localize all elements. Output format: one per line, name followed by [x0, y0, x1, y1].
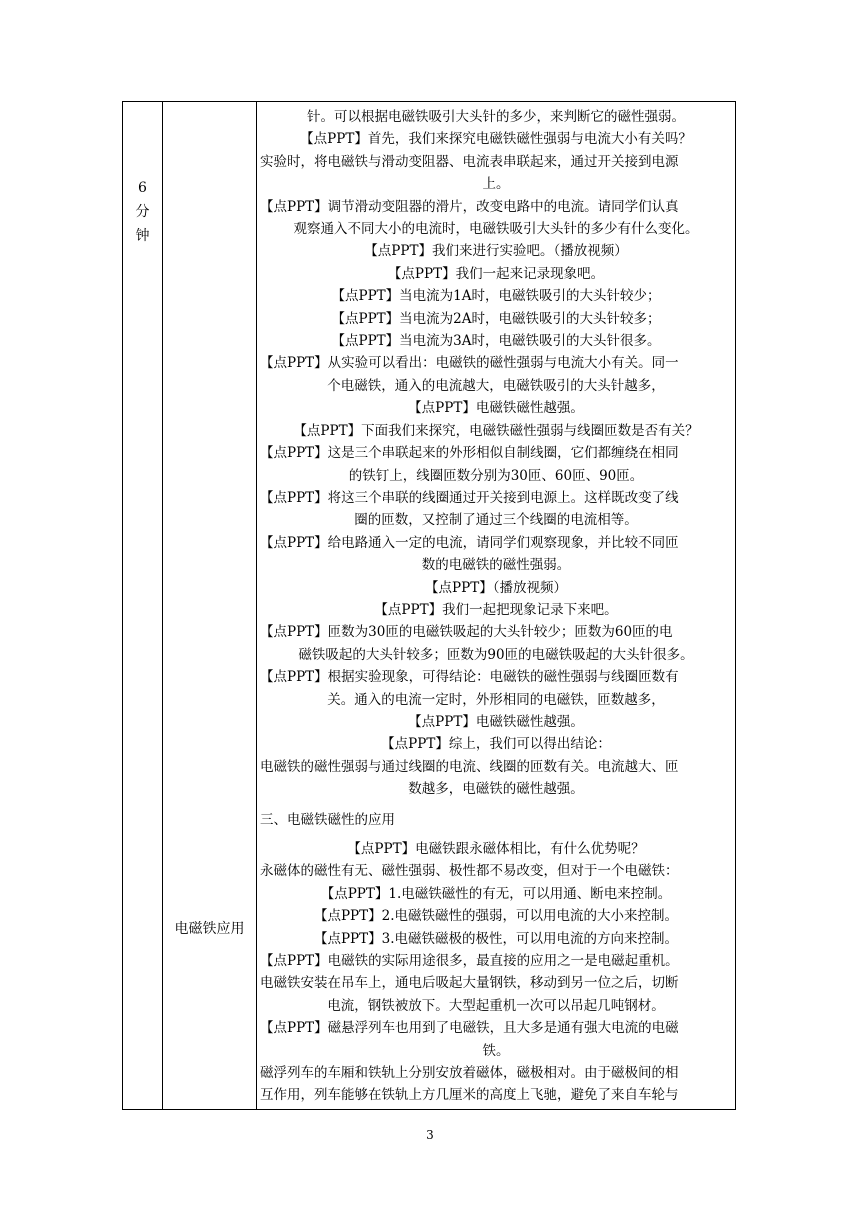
content-line: 【点PPT】给电路通入一定的电流，请同学们观察现象，并比较不同匝 [260, 534, 679, 551]
content-line: 数的电磁铁的磁性强弱。 [421, 557, 571, 574]
content-line: 【点PPT】3.电磁铁磁极的极性，可以用电流的方向来控制。 [313, 930, 679, 947]
lesson-plan-table [122, 101, 736, 1110]
content-line: 永磁体的磁性有无、磁性强弱、极性都不易改变，但对于一个电磁铁： [260, 863, 679, 880]
content-line: 上。 [482, 176, 510, 193]
content-line: 【点PPT】2.电磁铁磁性的强弱，可以用电流的大小来控制。 [313, 908, 679, 925]
content-column [257, 102, 735, 1109]
content-line: 【点PPT】从实验可以看出：电磁铁的磁性强弱与电流大小有关。同一 [260, 355, 679, 372]
time-char: 分 [135, 204, 150, 220]
content-line: 【点PPT】1.电磁铁磁性的有无，可以用通、断电来控制。 [320, 885, 672, 902]
content-line: 【点PPT】电磁铁磁性越强。 [408, 400, 584, 417]
section-label: 电磁铁应用 [174, 921, 245, 937]
content-line: 【点PPT】（播放视频） [425, 579, 567, 596]
content-line: 【点PPT】磁悬浮列车也用到了电磁铁，且大多是通有强大电流的电磁 [260, 1020, 679, 1037]
content-line: 【点PPT】电磁铁的实际用途很多，最直接的应用之一是电磁起重机。 [260, 953, 679, 970]
content-line: 【点PPT】下面我们来探究，电磁铁磁性强弱与线圈匝数是否有关？ [293, 422, 699, 439]
content-line: 【点PPT】这是三个串联起来的外形相似自制线圈，它们都缠绕在相同 [260, 445, 679, 462]
time-cell [123, 176, 162, 248]
page-number: 3 [426, 1128, 434, 1142]
time-char: 钟 [135, 228, 150, 244]
content-line: 【点PPT】电磁铁跟永磁体相比，有什么优势呢？ [347, 841, 645, 857]
content-line: 观察通入不同大小的电流时，电磁铁吸引大头针的多少有什么变化。 [293, 221, 699, 238]
content-line: 针。可以根据电磁铁吸引大头针的多少，来判断它的磁性强弱。 [307, 109, 685, 125]
content-line: 关。通入的电流一定时，外形相同的电磁铁，匝数越多， [327, 691, 665, 708]
content-line: 【点PPT】我们一起把现象记录下来吧。 [374, 601, 618, 618]
content-line: 圈的匝数，又控制了通过三个线圈的电流相等。 [354, 512, 638, 529]
content-line: 【点PPT】调节滑动变阻器的滑片，改变电路中的电流。请同学们认真 [260, 198, 679, 215]
section-column [163, 102, 256, 1109]
content-line: 【点PPT】根据实验现象，可得结论：电磁铁的磁性强弱与线圈匝数有 [260, 669, 679, 686]
content-line: 【点PPT】当电流为3A时，电磁铁吸引的大头针很多。 [331, 333, 661, 350]
content-line: 【点PPT】我们一起来记录现象吧。 [387, 265, 605, 282]
content-line: 【点PPT】电磁铁磁性越强。 [408, 713, 584, 730]
content-line: 互作用，列车能够在铁轨上方几厘米的高度上飞驰，避免了来自车轮与 [260, 1087, 679, 1104]
content-line: 【点PPT】当电流为2A时，电磁铁吸引的大头针较多； [331, 310, 661, 327]
content-line: 数越多，电磁铁的磁性越强。 [408, 781, 584, 798]
lesson-content [257, 106, 735, 1107]
content-line: 【点PPT】当电流为1A时，电磁铁吸引的大头针较少； [331, 288, 661, 305]
section-heading: 三、电磁铁磁性的应用 [260, 811, 395, 828]
time-column [123, 102, 162, 1109]
content-line: 【点PPT】将这三个串联的线圈通过开关接到电源上。这样既改变了线 [260, 489, 679, 506]
content-line: 实验时，将电磁铁与滑动变阻器、电流表串联起来，通过开关接到电源 [260, 153, 679, 170]
content-line: 【点PPT】综上，我们可以得出结论： [381, 736, 611, 753]
time-char: 6 [138, 180, 147, 196]
content-line: 电磁铁安装在吊车上，通电后吸起大量钢铁，移动到另一位之后，切断 [260, 975, 679, 992]
content-line: 磁浮列车的车厢和铁轨上分别安放着磁体，磁极相对。由于磁极间的相 [260, 1065, 679, 1082]
content-line: 个电磁铁，通入的电流越大，电磁铁吸引的大头针越多， [327, 377, 665, 394]
content-line: 【点PPT】首先，我们来探究电磁铁磁性强弱与电流大小有关吗？ [300, 131, 692, 148]
content-line: 磁铁吸起的大头针较多；匝数为90匝的电磁铁吸起的大头针很多。 [298, 646, 694, 663]
content-line: 电磁铁的磁性强弱与通过线圈的电流、线圈的匝数有关。电流越大、匝 [260, 758, 679, 775]
content-line: 【点PPT】我们来进行实验吧。（播放视频） [364, 243, 628, 260]
content-line: 电流，钢铁被放下。大型起重机一次可以吊起几吨钢材。 [327, 997, 665, 1014]
content-line: 【点PPT】匝数为30匝的电磁铁吸起的大头针较少；匝数为60匝的电 [260, 624, 673, 641]
content-line: 的铁钉上，线圈匝数分别为30匝、60匝、90匝。 [348, 467, 644, 484]
content-line: 铁。 [482, 1042, 510, 1059]
